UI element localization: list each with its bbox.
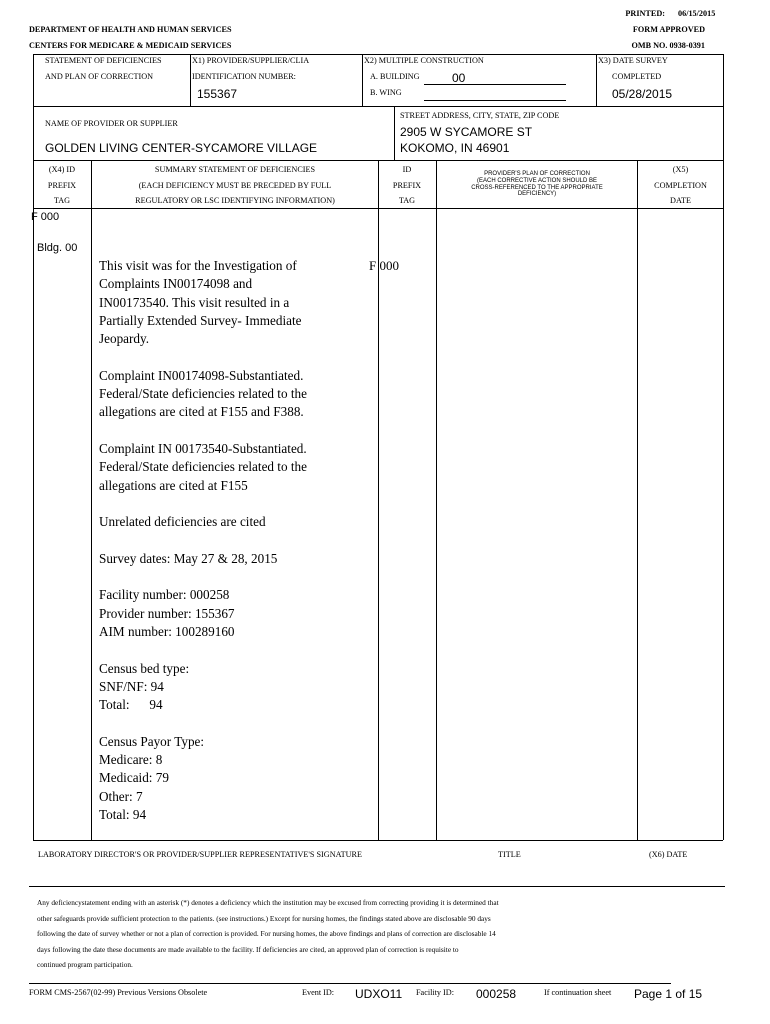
- id-header-1: ID: [402, 165, 412, 174]
- centers-title: CENTERS FOR MEDICARE & MEDICAID SERVICES: [29, 41, 232, 50]
- plan-header-1: PROVIDER'S PLAN OF CORRECTION: [484, 171, 590, 177]
- right-prefix-tag: F 000: [369, 258, 399, 273]
- text-line: This visit was for the Investigation of: [99, 258, 297, 273]
- disclaimer-line: continued program participation.: [37, 960, 133, 969]
- plan-header-3: CROSS-REFERENCED TO THE APPROPRIATE: [471, 184, 603, 191]
- plan-header-2: (EACH CORRECTIVE ACTION SHOULD BE: [476, 177, 598, 184]
- text-line: AIM number: 100289160: [99, 623, 235, 639]
- summary-header-2: (EACH DEFICIENCY MUST BE PRECEDED BY FULL: [138, 181, 332, 190]
- text-line: Total: 94: [99, 697, 163, 713]
- paragraph-unrelated: [99, 513, 374, 531]
- signature-bottom-line: [29, 886, 725, 887]
- building-underline: [424, 84, 566, 85]
- text-line: Partially Extended Survey- Immediate: [99, 312, 302, 328]
- summary-statement: [99, 257, 374, 843]
- signature-label: LABORATORY DIRECTOR'S OR PROVIDER/SUPPLIER REPRESENTATIVE'S SIGNATURE: [38, 850, 362, 859]
- footer-top-line: [29, 983, 671, 984]
- x1-label-2: IDENTIFICATION NUMBER:: [192, 72, 296, 81]
- form-number: FORM CMS-2567(02-99) Previous Versions Obsolete: [29, 988, 208, 997]
- x4-header-1: (X4) ID: [48, 165, 76, 174]
- paragraph-census-bed: [99, 660, 374, 715]
- disclaimer-line: following the date of survey whether or not a plan of correction is provided. For nursing homes, the above findings and plans of correction are disclosable 14: [37, 929, 496, 938]
- paragraph-complaint-1: [99, 367, 374, 422]
- provider-name-value: GOLDEN LIVING CENTER-SYCAMORE VILLAGE: [45, 141, 318, 155]
- x3-label-1: X3) DATE SURVEY: [598, 56, 668, 65]
- building-label: A. BUILDING: [370, 72, 420, 81]
- text-line: Facility number: 000258: [99, 587, 230, 603]
- id-header-3: TAG: [398, 196, 416, 205]
- facility-id-value: 000258: [476, 987, 517, 1001]
- text-line: Complaint IN 00173540-Substantiated.: [99, 440, 307, 456]
- text-line: allegations are cited at F155: [99, 477, 248, 493]
- building-value: 00: [452, 71, 466, 85]
- address-label: STREET ADDRESS, CITY, STATE, ZIP CODE: [400, 111, 560, 120]
- text-line: Jeopardy.: [99, 331, 150, 347]
- disclaimer-line: other safeguards provide sufficient protection to the patients. (see instructions.) Except for nursing homes, the findings stated above are disclosable 90 days: [37, 913, 491, 923]
- dept-title: DEPARTMENT OF HEALTH AND HUMAN SERVICES: [29, 25, 232, 34]
- statement-label-2: AND PLAN OF CORRECTION: [45, 72, 154, 81]
- date-label: (X6) DATE: [649, 850, 688, 859]
- wing-label: B. WING: [370, 88, 402, 97]
- address-line-1: 2905 W SYCAMORE ST: [400, 125, 533, 139]
- x3-label-2: COMPLETED: [612, 72, 662, 81]
- provider-divider: [394, 106, 395, 160]
- paragraph-survey-dates: [99, 550, 374, 568]
- paragraph-census-payor: [99, 733, 374, 824]
- x5-header-1: (X5): [672, 165, 689, 174]
- statement-label-1: STATEMENT OF DEFICIENCIES: [45, 56, 162, 65]
- event-id-value: UDXO11: [355, 987, 403, 1001]
- text-line: Provider number: 155367: [99, 605, 235, 621]
- x2-label: X2) MULTIPLE CONSTRUCTION: [364, 56, 484, 65]
- left-prefix-tag: F 000: [31, 211, 60, 223]
- event-id-label: Event ID:: [302, 988, 335, 997]
- paragraph-investigation: [99, 257, 374, 348]
- plan-header: [437, 171, 637, 198]
- summary-header-3: REGULATORY OR LSC IDENTIFYING INFORMATION): [135, 196, 335, 205]
- summary-header-1: SUMMARY STATEMENT OF DEFICIENCIES: [154, 165, 316, 174]
- x5-header-2: COMPLETION: [654, 181, 707, 190]
- text-line: SNF/NF: 94: [99, 678, 164, 694]
- text-line: Medicare: 8: [99, 752, 163, 768]
- paragraph-complaint-2: [99, 440, 374, 495]
- text-line: Medicaid: 79: [99, 770, 169, 786]
- omb-number: OMB NO. 0938-0391: [631, 41, 705, 50]
- text-line: Census bed type:: [99, 660, 190, 676]
- continuation-label: If continuation sheet: [544, 988, 612, 997]
- printed-date: 06/15/2015: [678, 9, 716, 18]
- text-line: Unrelated deficiencies are cited: [99, 514, 266, 530]
- text-line: Other: 7: [99, 788, 143, 804]
- disclaimer-line: days following the date these documents are made available to the facility. If deficiencies are cited, an approved plan of correction is requisite to: [37, 944, 459, 954]
- text-line: Total: 94: [99, 806, 147, 822]
- survey-date-value: 05/28/2015: [612, 87, 673, 101]
- form-approved: FORM APPROVED: [632, 25, 705, 34]
- disclaimer-text: [37, 895, 677, 973]
- text-line: Complaint IN00174098-Substantiated.: [99, 367, 304, 383]
- text-line: Survey dates: May 27 & 28, 2015: [99, 550, 278, 566]
- text-line: Federal/State deficiencies related to the: [99, 386, 307, 402]
- printed-label: PRINTED:: [625, 9, 665, 18]
- provider-name-label: NAME OF PROVIDER OR SUPPLIER: [45, 119, 178, 128]
- x4-header-2: PREFIX: [47, 181, 77, 190]
- x5-header-3: DATE: [670, 196, 691, 205]
- title-label: TITLE: [498, 850, 521, 859]
- plan-header-4: DEFICIENCY): [517, 191, 557, 198]
- id-header-2: PREFIX: [392, 181, 422, 190]
- page-number: Page 1 of 15: [634, 987, 703, 1001]
- provider-id-value: 155367: [197, 87, 238, 101]
- disclaimer-line: Any deficiencystatement ending with an asterisk (*) denotes a deficiency which the institution may be excused from correcting providing it is determined that: [37, 898, 499, 907]
- address-line-2: KOKOMO, IN 46901: [400, 141, 510, 155]
- paragraph-facility-ids: [99, 586, 374, 641]
- facility-id-label: Facility ID:: [416, 988, 454, 997]
- text-line: Federal/State deficiencies related to the: [99, 459, 307, 475]
- text-line: Census Payor Type:: [99, 733, 205, 749]
- text-line: allegations are cited at F155 and F388.: [99, 404, 304, 420]
- x4-header-3: TAG: [53, 196, 71, 205]
- text-line: Complaints IN00174098 and: [99, 276, 253, 292]
- x1-label-1: X1) PROVIDER/SUPPLIER/CLIA: [192, 56, 310, 65]
- text-line: IN00173540. This visit resulted in a: [99, 294, 290, 310]
- building-tag: Bldg. 00: [37, 242, 78, 254]
- wing-underline: [424, 100, 566, 101]
